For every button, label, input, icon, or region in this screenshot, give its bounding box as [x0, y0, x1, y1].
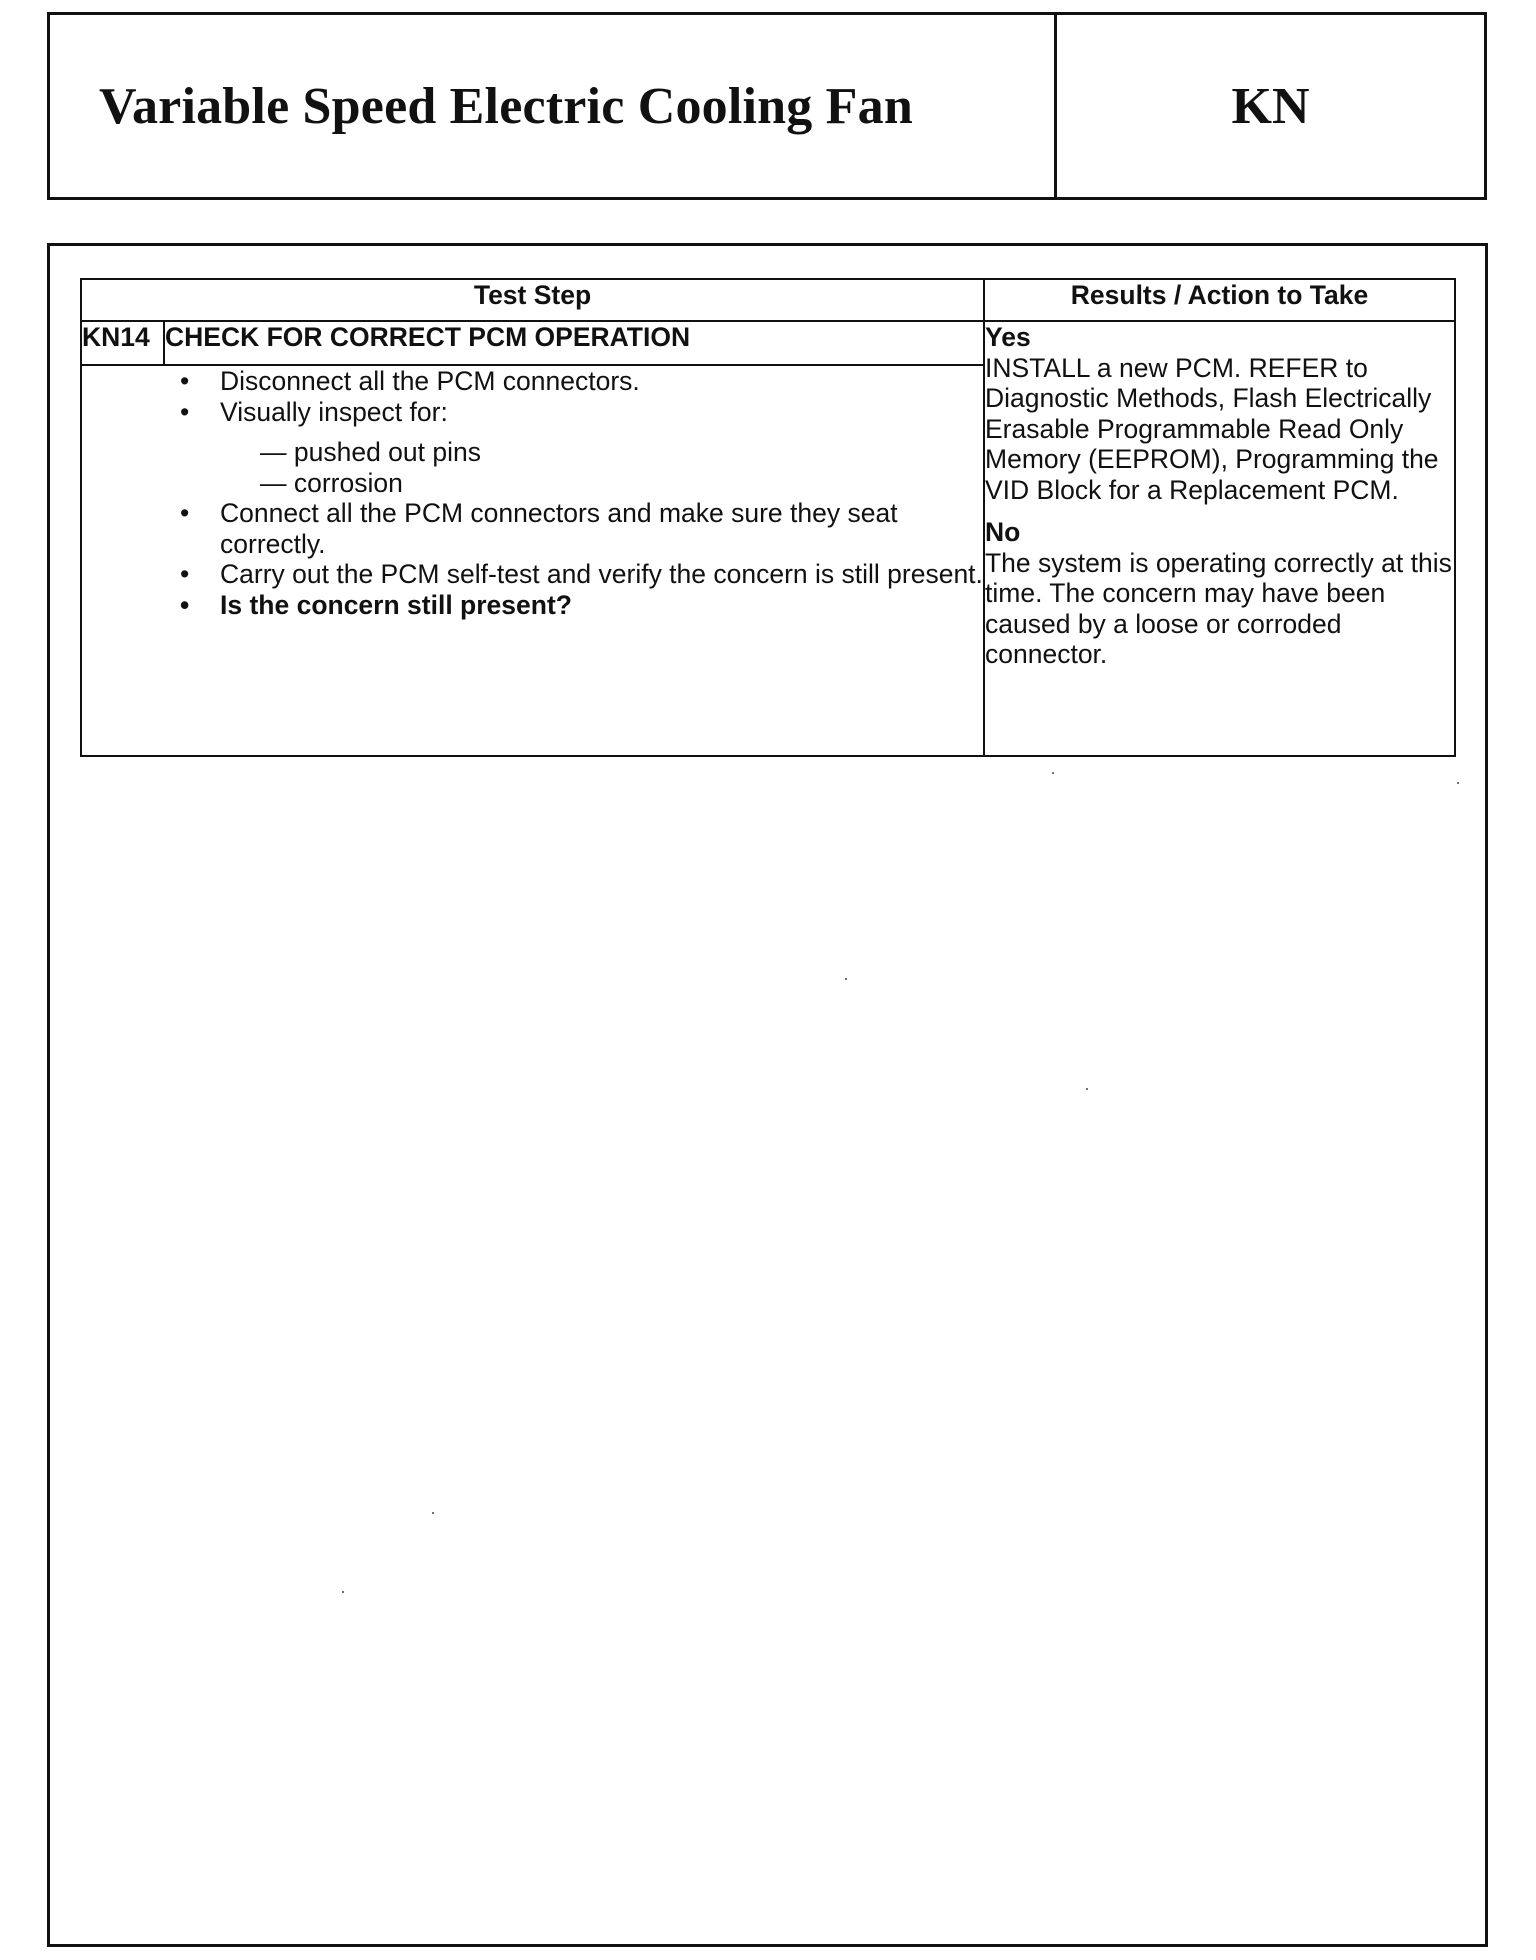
no-label: No	[985, 517, 1021, 547]
scan-speck	[342, 1591, 344, 1593]
scan-speck	[1086, 1088, 1088, 1090]
bullet-icon: •	[180, 589, 190, 620]
table-header-row	[81, 279, 1455, 321]
results-header: Results / Action to Take	[984, 279, 1455, 321]
scan-speck	[432, 1512, 434, 1514]
page-title: Variable Speed Electric Cooling Fan	[50, 15, 1057, 197]
bullet-text: Visually inspect for:	[220, 396, 448, 427]
bullet-icon: •	[180, 366, 190, 396]
scan-speck	[845, 978, 847, 980]
test-step-table	[80, 278, 1456, 757]
step-title-row	[81, 321, 1455, 365]
bullet-icon: •	[180, 396, 190, 427]
list-item	[180, 397, 983, 499]
scan-speck	[1457, 782, 1459, 784]
step-title: CHECK FOR CORRECT PCM OPERATION	[164, 321, 984, 365]
step-bullet-list	[82, 366, 983, 620]
list-item	[180, 498, 983, 559]
step-body	[81, 365, 984, 756]
bullet-text: Disconnect all the PCM connectors.	[220, 366, 640, 396]
list-item	[180, 366, 983, 397]
bullet-icon: •	[180, 498, 190, 528]
list-item	[180, 559, 983, 590]
sub-list-item: — corrosion	[260, 467, 403, 498]
no-text: The system is operating correctly at this time. The concern may have been caused by a loose or corroded connector.	[985, 547, 1452, 669]
yes-label: Yes	[985, 322, 1031, 352]
inspect-sub-list	[220, 437, 983, 498]
step-id: KN14	[81, 321, 164, 365]
bullet-text: Carry out the PCM self-test and verify the concern is still present.	[220, 559, 983, 589]
bullet-icon: •	[180, 559, 190, 589]
result-cell	[984, 321, 1455, 756]
page-header	[47, 12, 1487, 200]
bullet-question: Is the concern still present?	[220, 589, 572, 620]
sub-list-item: — pushed out pins	[260, 437, 481, 467]
bullet-text: Connect all the PCM connectors and make sure they seat correctly.	[220, 498, 898, 559]
test-step-header: Test Step	[81, 279, 984, 321]
yes-text: INSTALL a new PCM. REFER to Diagnostic Methods, Flash Electrically Erasable Programmable Read Only Memory (EEPROM), Programming the VID Block for a Replacement PCM.	[985, 352, 1439, 505]
list-item	[180, 590, 983, 621]
scan-speck	[1052, 772, 1054, 774]
section-code: KN	[1231, 77, 1310, 135]
